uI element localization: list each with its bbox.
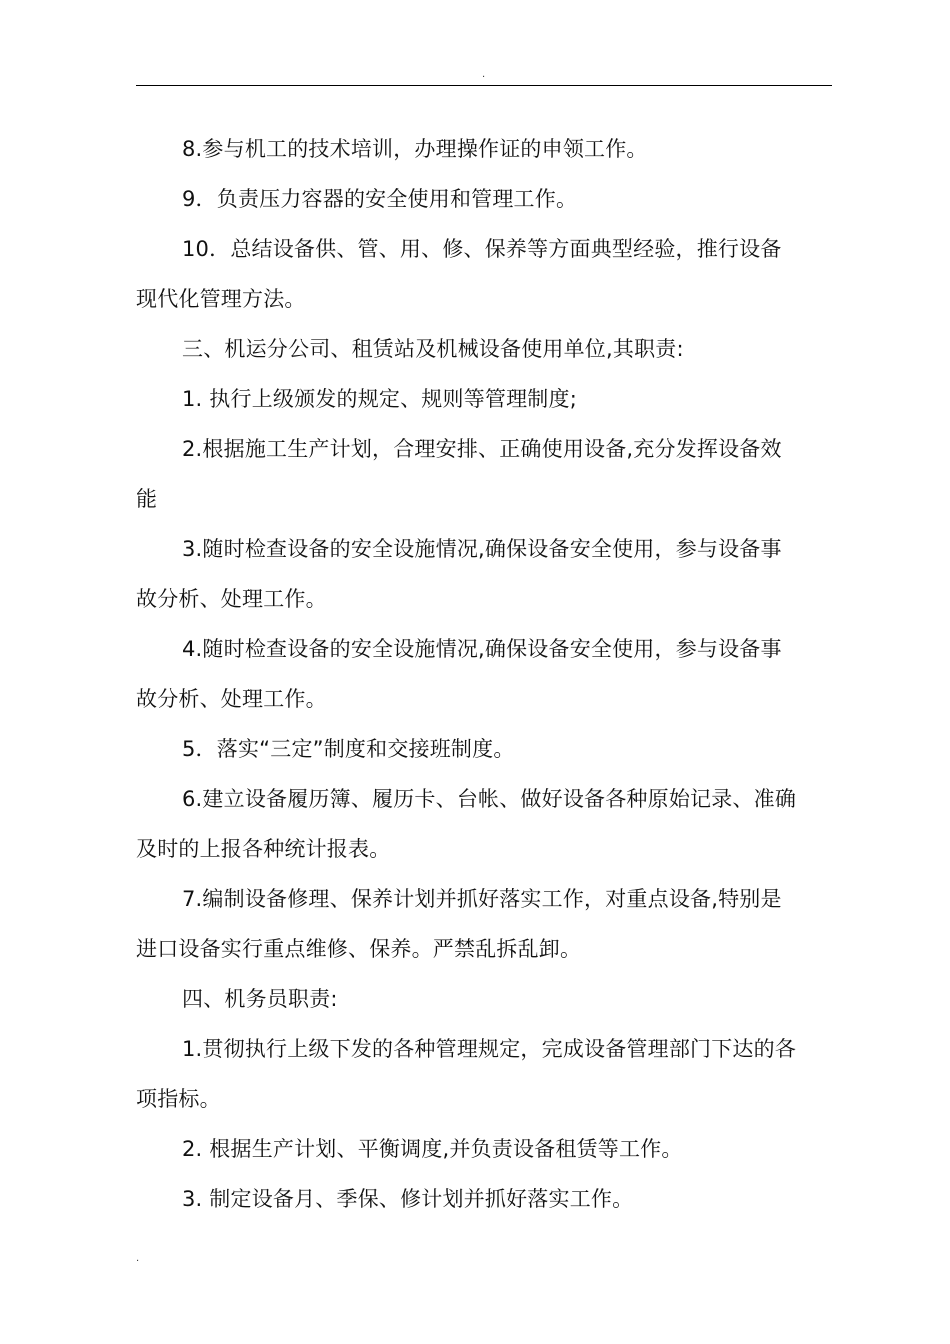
- text-line: 8.参与机工的技术培训，办理操作证的申领工作。: [182, 137, 648, 161]
- text-line: 1. 执行上级颁发的规定、规则等管理制度;: [182, 387, 577, 411]
- text-line: 进口设备实行重点维修、保养。严禁乱拆乱卸。: [136, 937, 582, 961]
- text-line: 三、机运分公司、租赁站及机械设备使用单位,其职责:: [182, 337, 684, 361]
- text-line: 4.随时检查设备的安全设施情况,确保设备安全使用，参与设备事: [182, 637, 782, 661]
- text-line: 项指标。: [136, 1087, 221, 1111]
- text-line: 7.编制设备修理、保养计划并抓好落实工作，对重点设备,特别是: [182, 887, 782, 911]
- text-line: 2.根据施工生产计划，合理安排、正确使用设备,充分发挥设备效: [182, 437, 782, 461]
- text-line: 3.随时检查设备的安全设施情况,确保设备安全使用，参与设备事: [182, 537, 782, 561]
- text-line: 四、机务员职责:: [182, 987, 338, 1011]
- text-line: 现代化管理方法。: [136, 287, 306, 311]
- footer-mark: .: [136, 1253, 140, 1264]
- text-line: 5．落实“三定”制度和交接班制度。: [182, 737, 515, 761]
- text-line: 3. 制定设备月、季保、修计划并抓好落实工作。: [182, 1187, 634, 1211]
- text-line: 10．总结设备供、管、用、修、保养等方面典型经验，推行设备: [182, 237, 782, 261]
- text-line: 1.贯彻执行上级下发的各种管理规定，完成设备管理部门下达的各: [182, 1037, 797, 1061]
- text-line: 能: [136, 487, 158, 511]
- text-line: 9．负责压力容器的安全使用和管理工作。: [182, 187, 578, 211]
- text-line: 及时的上报各种统计报表。: [136, 837, 391, 861]
- text-line: 6.建立设备履历簿、履历卡、台帐、做好设备各种原始记录、准确: [182, 787, 797, 811]
- document-body: [136, 124, 832, 1224]
- header-rule: [136, 85, 832, 86]
- text-line: 故分析、处理工作。: [136, 587, 327, 611]
- text-line: 故分析、处理工作。: [136, 687, 327, 711]
- header-mark: .: [482, 69, 486, 80]
- text-line: 2. 根据生产计划、平衡调度,并负责设备租赁等工作。: [182, 1137, 683, 1161]
